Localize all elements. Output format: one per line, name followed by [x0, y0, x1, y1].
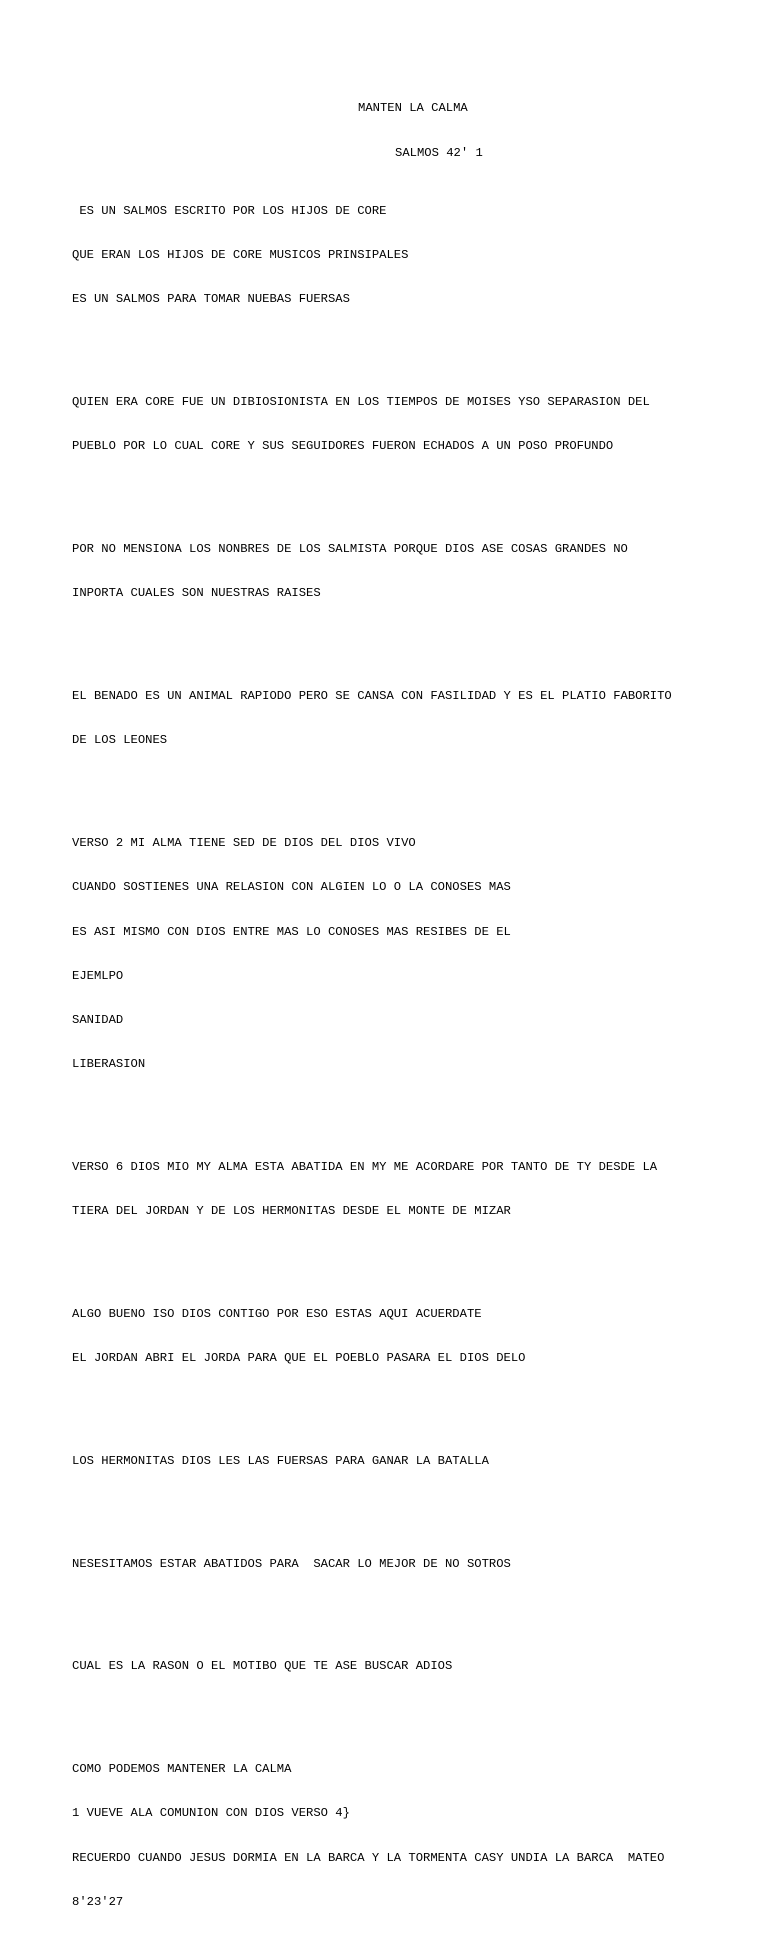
document-body: [72, 72, 712, 1939]
blank-line: [72, 1395, 712, 1410]
document-title: MANTEN LA CALMA: [358, 101, 468, 116]
blank-line: [72, 778, 712, 793]
text-line: 8'23'27: [72, 1894, 124, 1909]
text-line: INPORTA CUALES SON NUESTRAS RAISES: [72, 586, 321, 601]
text-line: LOS HERMONITAS DIOS LES LAS FUERSAS PARA GANAR LA BATALLA: [72, 1453, 489, 1468]
text-line: DE LOS LEONES: [72, 733, 168, 748]
text-line: ES ASI MISMO CON DIOS ENTRE MAS LO CONOSES MAS RESIBES DE EL: [72, 924, 511, 939]
text-line: EL JORDAN ABRI EL JORDA PARA QUE EL POEBLO PASARA EL DIOS DELO: [72, 1350, 526, 1365]
text-line: VERSO 6 DIOS MIO MY ALMA ESTA ABATIDA EN MY ME ACORDARE POR TANTO DE TY DESDE LA: [72, 1159, 658, 1174]
document-subtitle: SALMOS 42' 1: [395, 145, 483, 160]
text-line: PUEBLO POR LO CUAL CORE Y SUS SEGUIDORES FUERON ECHADOS A UN POSO PROFUNDO: [72, 439, 614, 454]
blank-line: [72, 484, 712, 499]
text-line: CUANDO SOSTIENES UNA RELASION CON ALGIEN LO O LA CONOSES MAS: [72, 880, 511, 895]
text-line: EJEMLPO: [72, 968, 124, 983]
text-line: LIBERASION: [72, 1056, 146, 1071]
blank-line: [72, 1704, 712, 1719]
text-line: EL BENADO ES UN ANIMAL RAPIODO PERO SE CANSA CON FASILIDAD Y ES EL PLATIO FABORITO: [72, 689, 672, 704]
blank-line: [72, 1498, 712, 1513]
text-line: NESESITAMOS ESTAR ABATIDOS PARA SACAR LO MEJOR DE NO SOTROS: [72, 1556, 511, 1571]
blank-line: [72, 1601, 712, 1616]
text-line: POR NO MENSIONA LOS NONBRES DE LOS SALMISTA PORQUE DIOS ASE COSAS GRANDES NO: [72, 542, 628, 557]
text-line: RECUERDO CUANDO JESUS DORMIA EN LA BARCA Y LA TORMENTA CASY UNDIA LA BARCA MATEO: [72, 1850, 665, 1865]
blank-line: [72, 1101, 712, 1116]
text-line: ALGO BUENO ISO DIOS CONTIGO POR ESO ESTAS AQUI ACUERDATE: [72, 1306, 482, 1321]
blank-line: [72, 337, 712, 352]
text-line: ES UN SALMOS PARA TOMAR NUEBAS FUERSAS: [72, 292, 350, 307]
text-line: CUAL ES LA RASON O EL MOTIBO QUE TE ASE BUSCAR ADIOS: [72, 1659, 453, 1674]
text-line: QUE ERAN LOS HIJOS DE CORE MUSICOS PRINSIPALES: [72, 248, 409, 263]
blank-line: [72, 631, 712, 646]
text-line: 1 VUEVE ALA COMUNION CON DIOS VERSO 4}: [72, 1806, 350, 1821]
text-line: ES UN SALMOS ESCRITO POR LOS HIJOS DE CORE: [72, 204, 387, 219]
text-line: SANIDAD: [72, 1012, 124, 1027]
text-line: VERSO 2 MI ALMA TIENE SED DE DIOS DEL DIOS VIVO: [72, 836, 416, 851]
text-line: QUIEN ERA CORE FUE UN DIBIOSIONISTA EN LOS TIEMPOS DE MOISES YSO SEPARASION DEL: [72, 395, 650, 410]
text-line: TIERA DEL JORDAN Y DE LOS HERMONITAS DESDE EL MONTE DE MIZAR: [72, 1203, 511, 1218]
blank-line: [72, 1248, 712, 1263]
text-line: COMO PODEMOS MANTENER LA CALMA: [72, 1762, 292, 1777]
